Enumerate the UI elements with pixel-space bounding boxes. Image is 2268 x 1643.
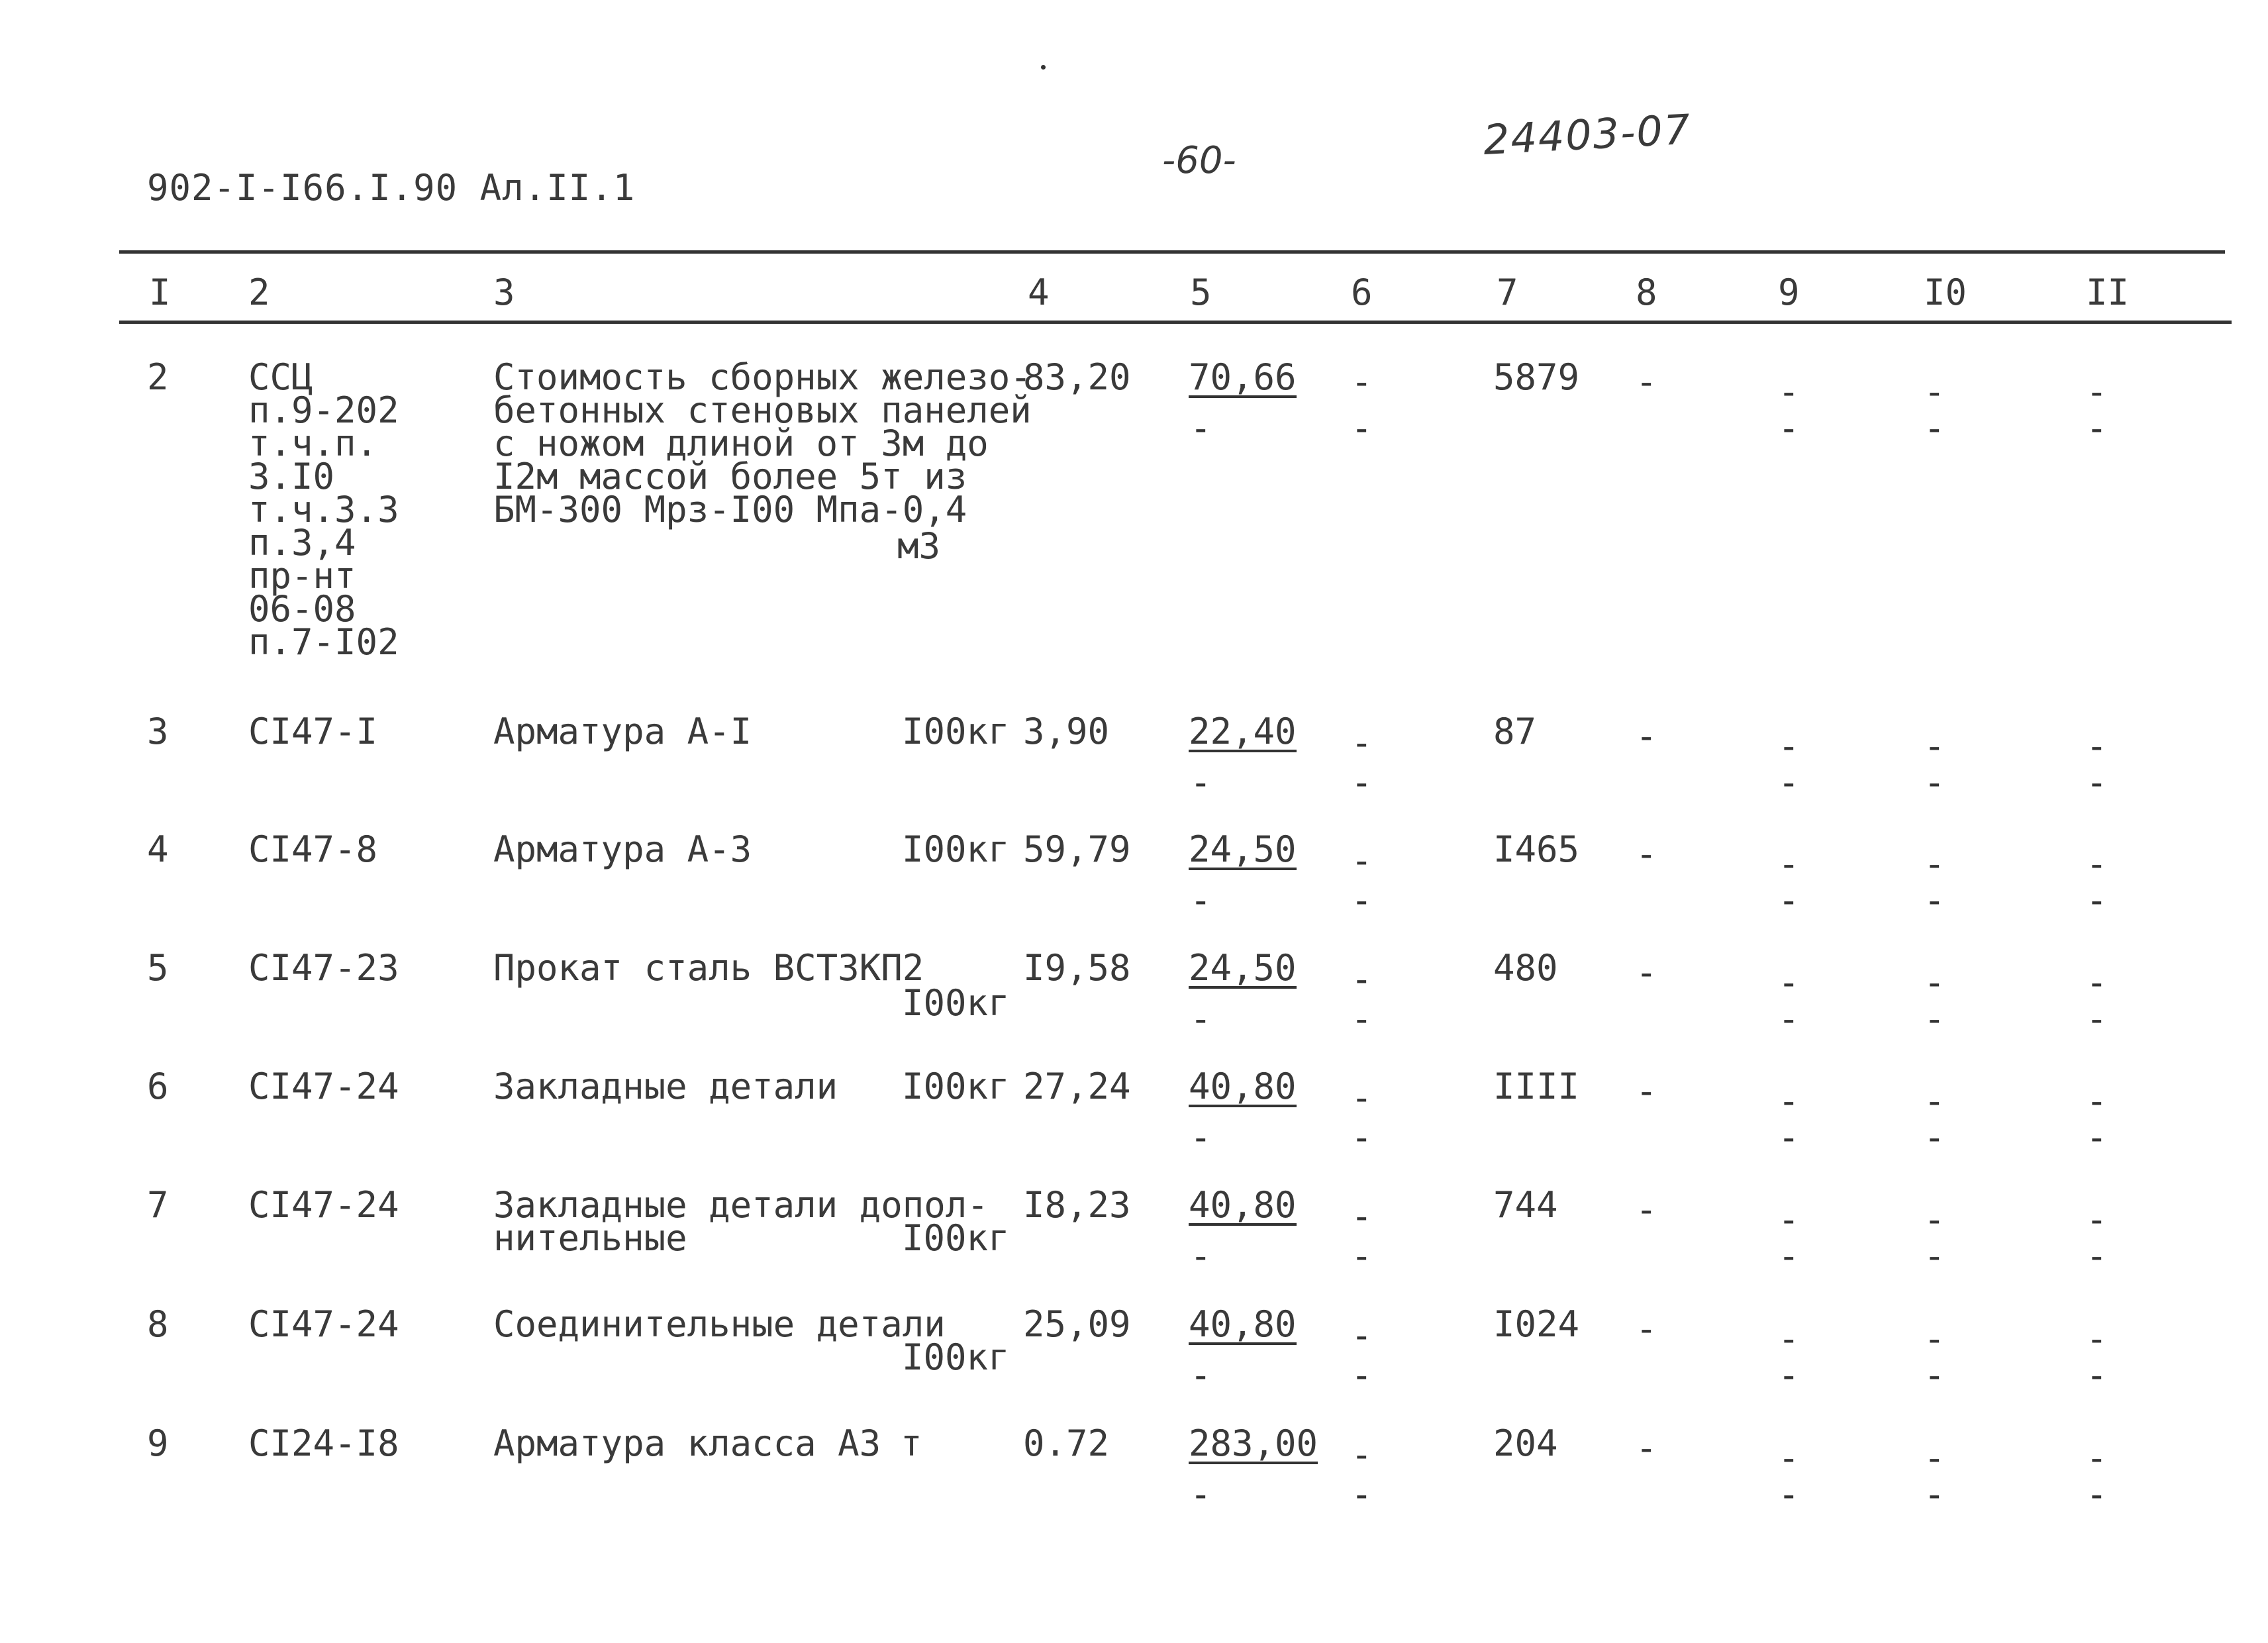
col9-dash: - xyxy=(1778,1199,1800,1240)
column-header-8: 8 xyxy=(1636,272,1657,313)
row-number: 6 xyxy=(147,1066,169,1107)
column-header-10: I0 xyxy=(1924,272,1967,313)
resource-code: CI47-I xyxy=(248,711,378,752)
col10-dash: - xyxy=(1924,407,1946,449)
price-dash: - xyxy=(1190,407,1212,449)
col9-dash: - xyxy=(1778,1473,1800,1515)
row-number: 8 xyxy=(147,1303,169,1345)
quantity: I9,58 xyxy=(1023,947,1131,989)
col10-dash: - xyxy=(1924,1318,1946,1360)
col9-dash: - xyxy=(1778,962,1800,1003)
total: 87 xyxy=(1493,711,1537,752)
col11-dash: - xyxy=(2086,725,2108,767)
col6-dash: - xyxy=(1351,1315,1373,1356)
col6-dash: - xyxy=(1351,1117,1373,1158)
resource-code: CI47-24 xyxy=(248,1066,399,1107)
unit-price: 40,80 xyxy=(1189,1303,1297,1345)
col6-dash: - xyxy=(1351,1434,1373,1475)
col8-dash: - xyxy=(1636,952,1657,993)
col11-dash: - xyxy=(2086,1235,2108,1277)
unit: I00кг xyxy=(902,1336,1010,1378)
price-dash: - xyxy=(1190,1117,1212,1158)
col9-dash: - xyxy=(1778,1437,1800,1479)
col9-dash: - xyxy=(1778,843,1800,885)
col11-dash: - xyxy=(2086,371,2108,413)
resource-code: CI24-I8 xyxy=(248,1422,399,1464)
resource-name: Арматура А-3 xyxy=(493,828,752,870)
col10-dash: - xyxy=(1924,1117,1946,1158)
quantity: 0.72 xyxy=(1023,1422,1110,1464)
header-rule xyxy=(119,321,2232,324)
total: 204 xyxy=(1493,1422,1558,1464)
page-number: -60- xyxy=(1162,139,1236,182)
column-header-9: 9 xyxy=(1778,272,1800,313)
col6-dash: - xyxy=(1351,1077,1373,1119)
unit-price: 40,80 xyxy=(1189,1184,1297,1226)
col9-dash: - xyxy=(1778,1354,1800,1396)
col6-dash: - xyxy=(1351,840,1373,881)
price-dash: - xyxy=(1190,1473,1212,1515)
col8-dash: - xyxy=(1636,1189,1657,1230)
quantity: I8,23 xyxy=(1023,1184,1131,1226)
col9-dash: - xyxy=(1778,998,1800,1040)
unit-price: 40,80 xyxy=(1189,1066,1297,1107)
quantity: 27,24 xyxy=(1023,1066,1131,1107)
col9-dash: - xyxy=(1778,1235,1800,1277)
quantity: 3,90 xyxy=(1023,711,1110,752)
col8-dash: - xyxy=(1636,361,1657,403)
resource-code: CI47-8 xyxy=(248,828,378,870)
resource-name: Арматура класса А3 xyxy=(493,1422,881,1464)
handwritten-number: 24403-07 xyxy=(1482,105,1693,164)
column-header-3: 3 xyxy=(493,272,515,313)
col8-dash: - xyxy=(1636,1070,1657,1112)
col11-dash: - xyxy=(2086,998,2108,1040)
col10-dash: - xyxy=(1924,1354,1946,1396)
column-header-4: 4 xyxy=(1028,272,1050,313)
col6-dash: - xyxy=(1351,722,1373,764)
resource-code: CI47-24 xyxy=(248,1303,399,1345)
row-number: 4 xyxy=(147,828,169,870)
col10-dash: - xyxy=(1924,371,1946,413)
col8-dash: - xyxy=(1636,833,1657,875)
col10-dash: - xyxy=(1924,998,1946,1040)
col6-dash: - xyxy=(1351,361,1373,403)
price-dash: - xyxy=(1190,998,1212,1040)
col10-dash: - xyxy=(1924,1235,1946,1277)
col6-dash: - xyxy=(1351,1473,1373,1515)
scan-dot xyxy=(1041,65,1046,70)
unit: I00кг xyxy=(902,1066,1010,1107)
col8-dash: - xyxy=(1636,1427,1657,1469)
col9-dash: - xyxy=(1778,762,1800,803)
col11-dash: - xyxy=(2086,1354,2108,1396)
quantity: 59,79 xyxy=(1023,828,1131,870)
price-dash: - xyxy=(1190,879,1212,921)
unit-price: 24,50 xyxy=(1189,947,1297,989)
unit-price: 24,50 xyxy=(1189,828,1297,870)
unit-price: 22,40 xyxy=(1189,711,1297,752)
price-dash: - xyxy=(1190,1235,1212,1277)
total: 744 xyxy=(1493,1184,1558,1226)
col10-dash: - xyxy=(1924,879,1946,921)
unit: I00кг xyxy=(902,828,1010,870)
col10-dash: - xyxy=(1924,762,1946,803)
resource-code: ССЦ п.9-202 т.ч.п. 3.I0 т.ч.3.3 п.3,4 пр-нт 06-08 п.7-I02 xyxy=(248,356,399,663)
col11-dash: - xyxy=(2086,1473,2108,1515)
row-number: 9 xyxy=(147,1422,169,1464)
unit: I00кг xyxy=(902,711,1010,752)
unit-price: 283,00 xyxy=(1189,1422,1318,1464)
col9-dash: - xyxy=(1778,1318,1800,1360)
unit: I00кг xyxy=(902,1217,1010,1259)
resource-name: Прокат сталь ВСТ3КП2 xyxy=(493,947,924,989)
col6-dash: - xyxy=(1351,958,1373,1000)
col10-dash: - xyxy=(1924,725,1946,767)
total: 480 xyxy=(1493,947,1558,989)
col10-dash: - xyxy=(1924,1080,1946,1122)
col11-dash: - xyxy=(2086,1080,2108,1122)
resource-name: Арматура А-I xyxy=(493,711,752,752)
column-header-2: 2 xyxy=(248,272,270,313)
column-header-1: I xyxy=(149,272,171,313)
col9-dash: - xyxy=(1778,725,1800,767)
col9-dash: - xyxy=(1778,371,1800,413)
col11-dash: - xyxy=(2086,1199,2108,1240)
col6-dash: - xyxy=(1351,879,1373,921)
total: IIII xyxy=(1493,1066,1580,1107)
col10-dash: - xyxy=(1924,962,1946,1003)
column-header-5: 5 xyxy=(1190,272,1212,313)
col11-dash: - xyxy=(2086,1318,2108,1360)
column-header-6: 6 xyxy=(1351,272,1373,313)
col6-dash: - xyxy=(1351,1235,1373,1277)
quantity: 25,09 xyxy=(1023,1303,1131,1345)
row-number: 2 xyxy=(147,356,169,398)
col6-dash: - xyxy=(1351,762,1373,803)
unit: м3 xyxy=(897,525,941,567)
resource-name: Стоимость сборных железо- бетонных стеновых панелей с ножом длиной от 3м до I2м массой более 5т из БМ-300 Мрз-I00 Мпа-0,4 xyxy=(493,356,1032,530)
column-header-7: 7 xyxy=(1497,272,1518,313)
total: I465 xyxy=(1493,828,1580,870)
col9-dash: - xyxy=(1778,407,1800,449)
col10-dash: - xyxy=(1924,1437,1946,1479)
col9-dash: - xyxy=(1778,879,1800,921)
unit: I00кг xyxy=(902,982,1010,1024)
col10-dash: - xyxy=(1924,1473,1946,1515)
col8-dash: - xyxy=(1636,715,1657,757)
column-header-11: II xyxy=(2086,272,2130,313)
row-number: 5 xyxy=(147,947,169,989)
total: 5879 xyxy=(1493,356,1580,398)
total: I024 xyxy=(1493,1303,1580,1345)
col6-dash: - xyxy=(1351,1195,1373,1237)
document-code: 902-I-I66.I.90 Ал.II.1 xyxy=(147,167,636,209)
col10-dash: - xyxy=(1924,1199,1946,1240)
col11-dash: - xyxy=(2086,1437,2108,1479)
quantity: 83,20 xyxy=(1023,356,1131,398)
row-number: 7 xyxy=(147,1184,169,1226)
col6-dash: - xyxy=(1351,1354,1373,1396)
resource-name: Соединительные детали xyxy=(493,1303,946,1345)
top-rule xyxy=(119,250,2225,254)
resource-name: Закладные детали допол- нительные xyxy=(493,1184,989,1259)
price-dash: - xyxy=(1190,762,1212,803)
col6-dash: - xyxy=(1351,998,1373,1040)
col11-dash: - xyxy=(2086,879,2108,921)
col10-dash: - xyxy=(1924,843,1946,885)
unit-price: 70,66 xyxy=(1189,356,1297,398)
col11-dash: - xyxy=(2086,962,2108,1003)
col9-dash: - xyxy=(1778,1117,1800,1158)
resource-name: Закладные детали xyxy=(493,1066,838,1107)
col8-dash: - xyxy=(1636,1308,1657,1350)
col11-dash: - xyxy=(2086,843,2108,885)
price-dash: - xyxy=(1190,1354,1212,1396)
resource-code: CI47-23 xyxy=(248,947,399,989)
col11-dash: - xyxy=(2086,407,2108,449)
row-number: 3 xyxy=(147,711,169,752)
col9-dash: - xyxy=(1778,1080,1800,1122)
col6-dash: - xyxy=(1351,407,1373,449)
col11-dash: - xyxy=(2086,1117,2108,1158)
resource-code: CI47-24 xyxy=(248,1184,399,1226)
col11-dash: - xyxy=(2086,762,2108,803)
unit: т xyxy=(901,1422,922,1464)
